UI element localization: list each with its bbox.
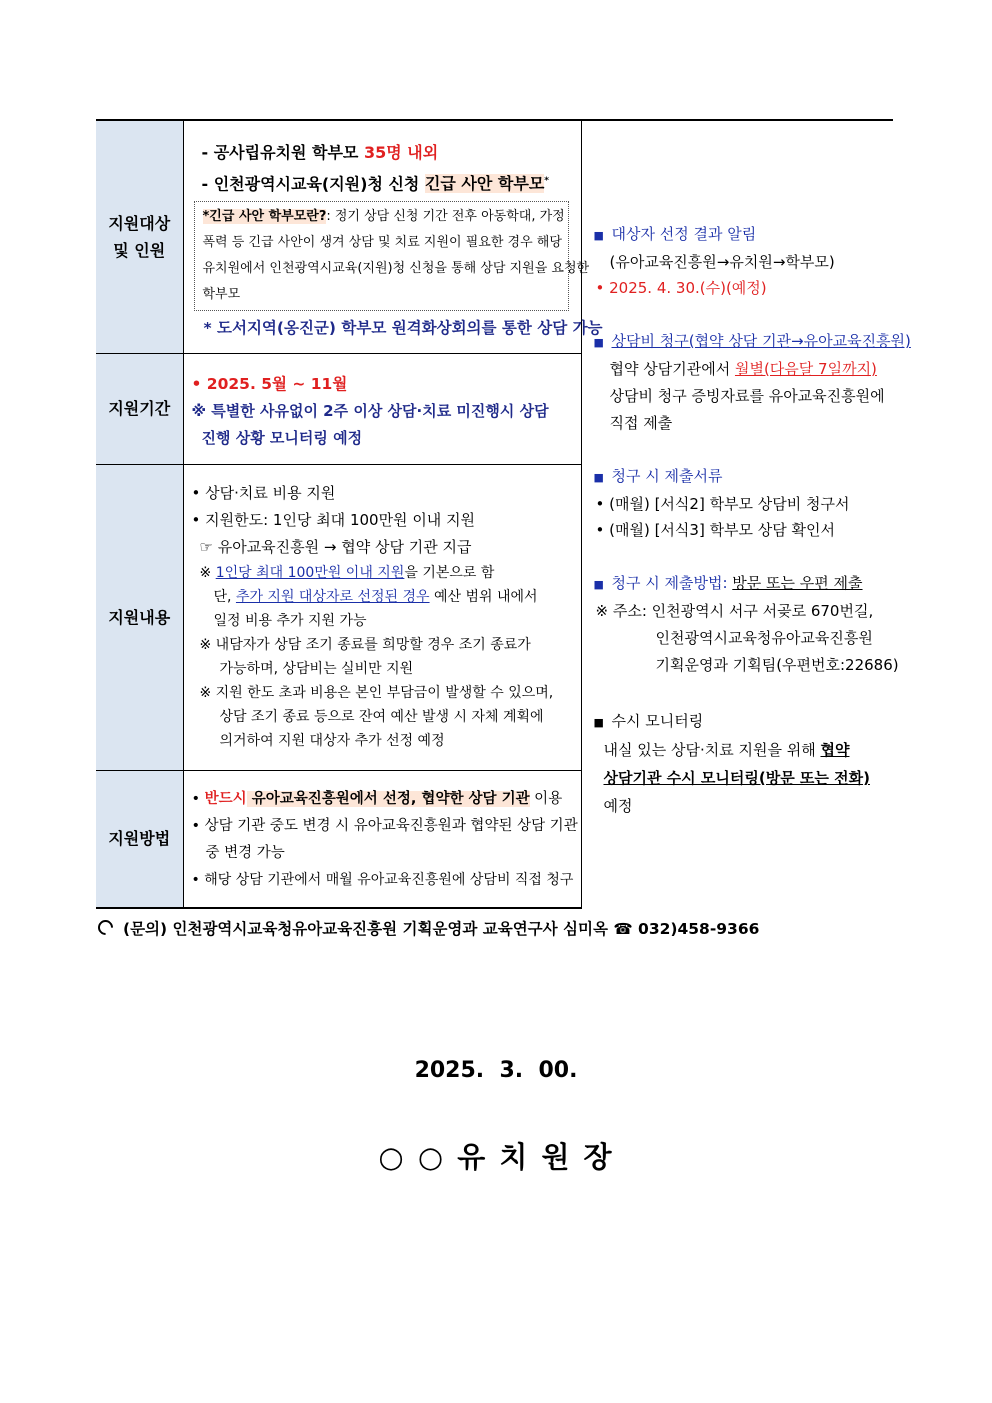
content-line2: • 지원한도: 1인당 최대 100만원 이내 지원	[191, 510, 476, 529]
monitoring-line3: 예정	[603, 797, 633, 815]
box-line4: 학부모	[202, 287, 241, 303]
period-note2: 진행 상황 모니터링 예정	[201, 428, 363, 447]
contact-text: (문의) 인천광역시교육청유아교육진흥원 기획운영과 교육연구사 심미옥 ☎ 032)458-9366	[123, 920, 760, 938]
monitoring-agreement: 협약	[820, 741, 850, 759]
process-cell	[581, 120, 911, 908]
content-line3: ☞ 유아교육진흥원 → 협약 상담 기관 지급	[199, 537, 472, 556]
target-count: 35명 내외	[363, 143, 439, 162]
period-cell	[183, 353, 581, 464]
target-emergency-highlight: 긴급 사안 학부모	[424, 174, 545, 194]
circle-bullet-icon	[95, 917, 116, 938]
content-line8: 가능하며, 상담비는 실비만 지원	[219, 660, 414, 677]
square-bullet-icon: ■	[593, 229, 604, 242]
target-star: *	[544, 176, 550, 186]
support-info-table	[96, 119, 911, 909]
square-bullet-icon: ■	[593, 716, 604, 729]
method-cell	[183, 770, 581, 908]
claim-line2: 상담비 청구 증빙자료를 유아교육진흥원에	[609, 387, 885, 405]
content-line5-additional: 추가 지원 대상자로 선정된 경우	[235, 588, 430, 605]
content-line9: ※ 지원 한도 초과 비용은 본인 부담금이 발생할 수 있으며,	[199, 684, 554, 701]
address-line3: 기획운영과 기획팀(우편번호:22686)	[655, 656, 899, 674]
content-line11: 의거하여 지원 대상자 추가 선정 예정	[219, 732, 445, 749]
claim-line3: 직접 제출	[609, 414, 673, 432]
selection-date: • 2025. 4. 30.(수)(예정)	[595, 279, 767, 297]
contact-info	[98, 917, 759, 939]
claim-title: 상담비 청구(협약 상담 기관→유아교육진흥원)	[611, 332, 911, 350]
emergency-definition-box	[194, 201, 590, 311]
document-date: 2025. 3. 00.	[414, 1058, 578, 1083]
address-line2: 인천광역시교육청유아교육진흥원	[655, 629, 873, 647]
method-agreed-institution: 유아교육진흥원에서 선정, 협약한 상담 기관	[246, 790, 530, 807]
square-bullet-icon: ■	[593, 471, 604, 484]
box-line3: 유치원에서 인천광역시교육(지원)청 신청을 통해 상담 지원을 요청한	[202, 261, 590, 277]
method-bullet: •	[191, 790, 205, 807]
address-line1: ※ 주소: 인천광역시 서구 서곶로 670번길,	[595, 602, 874, 620]
method-line4: • 해당 상담 기관에서 매월 유아교육진흥원에 상담비 직접 청구	[191, 871, 574, 888]
documents-form3: • (매월) [서식3] 학부모 상담 확인서	[595, 521, 836, 539]
method-line3: 중 변경 가능	[205, 844, 285, 861]
method-use: 이용	[529, 790, 563, 807]
content-line10: 상담 조기 종료 등으로 잔여 예산 발생 시 자체 계획에	[219, 708, 544, 725]
target-cell	[183, 120, 603, 353]
box-line2: 폭력 등 긴급 사안이 생겨 상담 및 치료 지원이 필요한 경우 해당	[202, 235, 562, 251]
content-line7: ※ 내담자가 상담 조기 종료를 희망할 경우 조기 종료가	[199, 636, 531, 653]
monitoring-line1: 내실 있는 상담·치료 지원을 위해	[603, 741, 821, 759]
content-line4-post: 을 기본으로 함	[404, 564, 495, 581]
method-must: 반드시	[204, 790, 247, 807]
documents-form2: • (매월) [서식2] 학부모 상담비 청구서	[595, 495, 850, 513]
row-header-period: 지원기간	[96, 353, 183, 464]
row-header-content: 지원내용	[96, 464, 183, 770]
row-header-method: 지원방법	[96, 770, 183, 908]
method-line2: • 상담 기관 중도 변경 시 유아교육진흥원과 협약된 상담 기관	[191, 817, 578, 834]
period-note1: ※ 특별한 사유없이 2주 이상 상담·치료 미진행시 상담	[191, 401, 549, 420]
content-line4-limit: 1인당 최대 100만원 이내 지원	[215, 564, 405, 581]
content-line6: 일정 비용 추가 지원 가능	[213, 612, 367, 629]
square-bullet-icon: ■	[593, 336, 604, 349]
box-line1: : 정기 상담 신청 기간 전후 아동학대, 가정	[326, 209, 565, 225]
content-line5-pre: 단,	[213, 588, 236, 605]
selection-title: 대상자 선정 결과 알림	[611, 225, 757, 243]
monitoring-title: 수시 모니터링	[611, 712, 704, 730]
content-line1: • 상담·치료 비용 지원	[191, 483, 336, 502]
documents-title: 청구 시 제출서류	[611, 467, 723, 485]
target-line2: - 인천광역시교육(지원)청 신청	[201, 174, 425, 194]
content-line5-post: 예산 범위 내에서	[429, 588, 538, 605]
claim-deadline: 월별(다음달 7일까지)	[734, 360, 877, 378]
square-bullet-icon: ■	[593, 578, 604, 591]
selection-flow: (유아교육진흥원→유치원→학부모)	[609, 253, 835, 271]
row-header-target: 지원대상 및 인원	[96, 120, 183, 353]
box-lead: *긴급 사안 학부모란?	[202, 209, 327, 225]
content-cell	[183, 464, 581, 770]
submission-title: 청구 시 제출방법:	[611, 574, 733, 592]
signature-line: ○ ○ 유 치 원 장	[378, 1140, 614, 1174]
monitoring-line2: 상담기관 수시 모니터링(방문 또는 전화)	[603, 769, 870, 787]
target-line1: - 공사립유치원 학부모	[201, 143, 364, 162]
period-dates: • 2025. 5월 ~ 11월	[191, 374, 348, 393]
content-line4-pre: ※	[199, 564, 216, 581]
submission-method: 방문 또는 우편 제출	[732, 574, 863, 592]
remote-counseling-note: * 도서지역(옹진군) 학부모 원격화상회의를 통한 상담 가능	[203, 319, 603, 338]
claim-line1: 협약 상담기관에서	[609, 360, 735, 378]
